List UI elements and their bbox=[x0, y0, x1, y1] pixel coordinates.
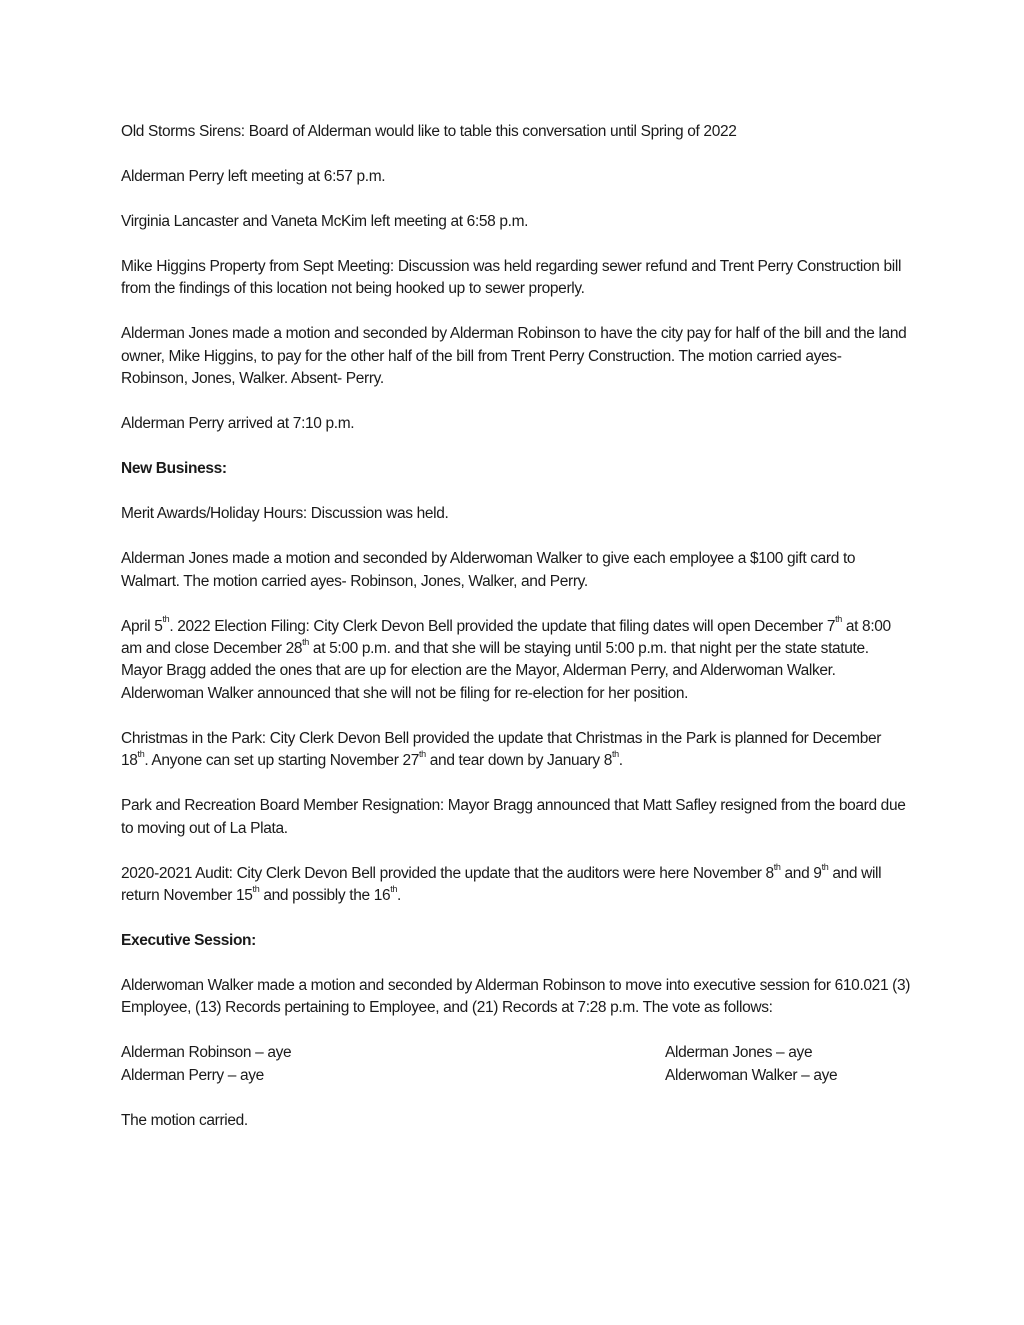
park-board-resignation-paragraph: Park and Recreation Board Member Resignation: Mayor Bragg announced that Matt Safley resigned from the board due to moving out of La Plata. bbox=[121, 797, 906, 837]
higgins-motion-paragraph: Alderman Jones made a motion and seconded by Alderman Robinson to have the city pay for half of the bill and the land owner, Mike Higgins, to pay for the other half of the bill from Trent Perry Construction. The motion carried ayes- Robinson, Jones, Walker. Absent- Perry. bbox=[121, 325, 907, 388]
vote-perry: Alderman Perry – aye bbox=[121, 1066, 264, 1084]
election-filing-paragraph: April 5th. 2022 Election Filing: City Clerk Devon Bell provided the update that filing dates will open December 7th at 8:00 am and close December 28th at 5:00 p.m. and that she will be staying until 5:00 p.m. that night per the state statute. Mayor Bragg added the ones that are up for election are the Mayor, Alderman Perry, and Alderwoman Walker. Alderwoman Walker announced that she will not be filing for re-election for her position. bbox=[121, 614, 891, 702]
vote-jones: Alderman Jones – aye bbox=[665, 1044, 813, 1062]
guests-left-paragraph: Virginia Lancaster and Vaneta McKim left meeting at 6:58 p.m. bbox=[121, 213, 529, 230]
executive-session-heading: Executive Session: bbox=[121, 932, 256, 950]
perry-arrived-paragraph: Alderman Perry arrived at 7:10 p.m. bbox=[121, 415, 355, 433]
vote-column-right bbox=[665, 1042, 863, 1087]
vote-walker: Alderwoman Walker – aye bbox=[665, 1066, 838, 1084]
vote-roll-call bbox=[121, 1042, 863, 1087]
minutes-page bbox=[121, 121, 911, 1155]
audit-paragraph: 2020-2021 Audit: City Clerk Devon Bell provided the update that the auditors were here November 8th and 9th and will return November 15th and possibly the 16th. bbox=[121, 861, 882, 905]
executive-session-motion-paragraph: Alderwoman Walker made a motion and seconded by Alderman Robinson to move into executive session for 610.021 (3) Employee, (13) Records pertaining to Employee, and (21) Records at 7:28 p.m. The vote as follows: bbox=[121, 977, 911, 1017]
storm-sirens-paragraph: Old Storms Sirens: Board of Alderman would like to table this conversation until Spring of 2022 bbox=[121, 123, 737, 140]
perry-left-paragraph: Alderman Perry left meeting at 6:57 p.m. bbox=[121, 168, 386, 185]
gift-card-motion-paragraph: Alderman Jones made a motion and seconded by Alderwoman Walker to give each employee a $100 gift card to Walmart. The motion carried ayes- Robinson, Jones, Walker, and Perry. bbox=[121, 550, 856, 590]
christmas-park-paragraph: Christmas in the Park: City Clerk Devon Bell provided the update that Christmas in the Park is planned for December 18th. Anyone can set up starting November 27th and tear down by January 8th. bbox=[121, 729, 882, 770]
vote-column-left bbox=[121, 1042, 291, 1087]
motion-carried-paragraph: The motion carried. bbox=[121, 1111, 248, 1129]
higgins-property-paragraph: Mike Higgins Property from Sept Meeting: Discussion was held regarding sewer refund and Trent Perry Construction bill from the findings of this location not being hooked up to sewer properly. bbox=[121, 258, 902, 298]
merit-awards-paragraph: Merit Awards/Holiday Hours: Discussion was held. bbox=[121, 505, 449, 523]
vote-robinson: Alderman Robinson – aye bbox=[121, 1044, 292, 1062]
new-business-heading: New Business: bbox=[121, 460, 227, 478]
